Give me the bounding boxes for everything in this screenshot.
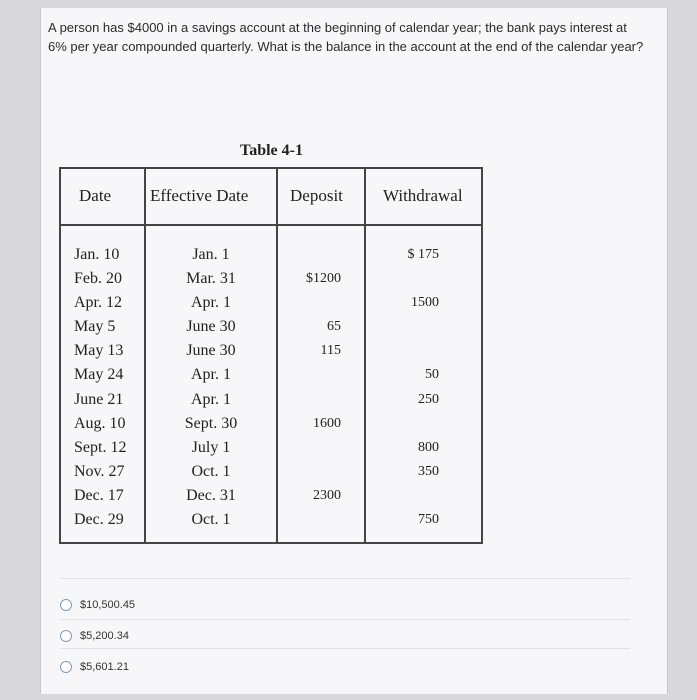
table-cell: Mar. 31 <box>186 270 236 288</box>
table-cell: 800 <box>418 439 439 455</box>
answer-option[interactable] <box>60 651 135 682</box>
answer-option[interactable] <box>60 589 135 620</box>
table-cell: July 1 <box>191 438 231 456</box>
divider <box>60 578 630 579</box>
table-cell: Feb. 20 <box>74 270 122 288</box>
answer-options <box>60 589 135 682</box>
table-cell: Apr. 1 <box>191 294 231 312</box>
table-cell: Sept. 12 <box>74 438 127 456</box>
header-effective-date: Effective Date <box>150 186 249 205</box>
table-cell: Apr. 1 <box>191 366 231 384</box>
table-cell <box>367 315 439 339</box>
table-cell <box>279 291 341 315</box>
table-cell <box>367 339 439 363</box>
table-cell <box>279 460 341 484</box>
header-withdrawal: Withdrawal <box>383 186 463 205</box>
table-cell: Dec. 31 <box>186 486 236 504</box>
header-divider <box>61 224 481 226</box>
table-cell: 115 <box>320 343 341 359</box>
table-cell: Nov. 27 <box>74 462 125 480</box>
answer-label: $5,601.21 <box>80 660 129 673</box>
table-title: Table 4-1 <box>240 142 303 159</box>
table-cell: Dec. 17 <box>74 486 124 504</box>
table-cell: 2300 <box>313 487 341 503</box>
table-cell: June 30 <box>186 342 236 360</box>
table-cell: 350 <box>418 463 439 479</box>
table-cell: 750 <box>418 512 439 528</box>
table-cell <box>367 267 439 291</box>
table-cell: May 24 <box>74 366 124 384</box>
table-cell: 65 <box>327 319 341 335</box>
table-cell: Jan. 10 <box>74 246 120 263</box>
column-divider <box>144 169 146 542</box>
header-date: Date <box>79 186 112 205</box>
table-cell <box>367 412 439 436</box>
column-divider <box>364 169 366 542</box>
table-cell: Dec. 29 <box>74 511 124 529</box>
table-cell: Sept. 30 <box>184 414 238 432</box>
table-cell <box>279 388 341 412</box>
header-deposit: Deposit <box>290 186 343 205</box>
table-cell <box>279 363 341 387</box>
table-cell <box>279 508 341 532</box>
table-cell: May 5 <box>74 318 116 336</box>
table-cell: Aug. 10 <box>74 414 126 432</box>
answer-option[interactable] <box>60 620 135 651</box>
table-cell: June 21 <box>74 390 124 408</box>
table-cell: $1200 <box>306 271 341 287</box>
data-table <box>59 167 483 544</box>
table-cell <box>279 436 341 460</box>
effective-date-column <box>161 243 261 532</box>
withdrawal-column <box>367 243 439 532</box>
deposit-column <box>279 243 341 532</box>
table-cell: 1600 <box>313 415 341 431</box>
divider <box>60 619 630 620</box>
table-cell: 50 <box>425 367 439 383</box>
answer-label: $5,200.34 <box>80 629 129 642</box>
radio-button[interactable] <box>60 630 72 642</box>
table-cell: Apr. 12 <box>74 294 122 312</box>
table-cell: May 13 <box>74 342 124 360</box>
table-cell: Oct. 1 <box>191 462 231 480</box>
table-cell: 1500 <box>411 295 439 311</box>
column-divider <box>276 169 278 542</box>
date-column <box>74 243 140 532</box>
table-cell: 250 <box>418 391 439 407</box>
answer-label: $10,500.45 <box>80 598 136 611</box>
radio-button[interactable] <box>60 661 72 673</box>
radio-button[interactable] <box>60 599 72 611</box>
question-text: A person has $4000 in a savings account at the beginning of calendar year; the bank pays interest at 6% per year compounded quarterly. What is the balance in the account at the end of the calendar year? <box>48 20 644 54</box>
table-cell <box>279 243 341 267</box>
table-cell: Apr. 1 <box>191 390 231 408</box>
divider <box>60 648 630 649</box>
table-cell: June 30 <box>186 318 236 336</box>
table-cell: Jan. 1 <box>192 246 230 263</box>
table-cell: $ 175 <box>407 247 439 262</box>
table-cell <box>367 484 439 508</box>
table-cell: Oct. 1 <box>191 511 231 529</box>
